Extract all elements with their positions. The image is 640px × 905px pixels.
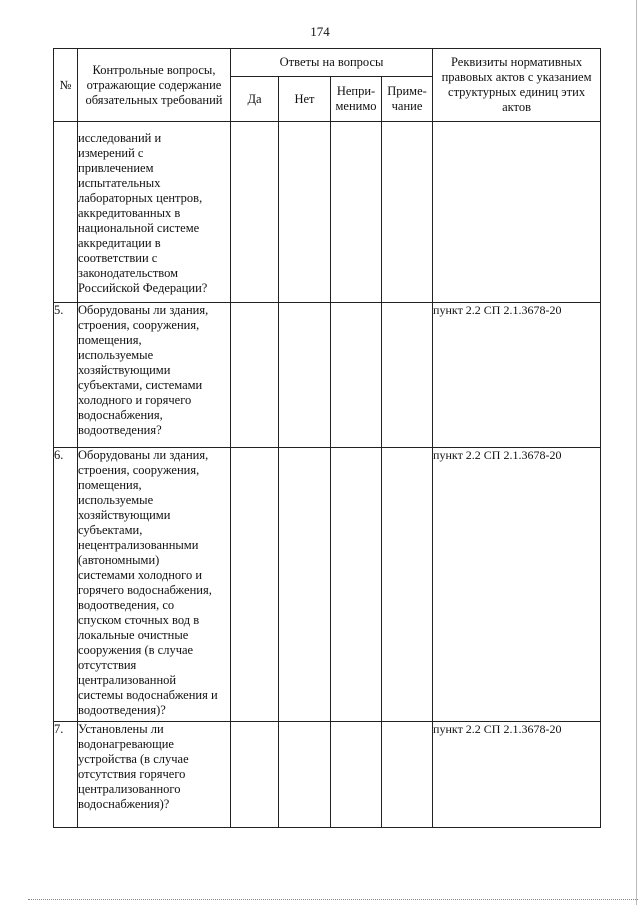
- answer-not-applicable-cell[interactable]: [331, 122, 382, 303]
- answer-note-cell[interactable]: [382, 448, 433, 722]
- header-row: [54, 49, 601, 77]
- row-question: Установлены ли водонагревающие устройства (в случае отсутствия горячего централизованного водоснабжения)?: [78, 722, 231, 828]
- header-answer-not-applicable: Непри- менимо: [331, 77, 382, 122]
- answer-not-applicable-cell[interactable]: [331, 722, 382, 828]
- page-number: 174: [310, 24, 330, 39]
- row-question: Оборудованы ли здания, строения, сооружения, помещения, используемые хозяйствующими субъектами, системами холодного и горячего водоснабжения, водоотведения?: [78, 303, 231, 448]
- header-answer-note: Приме- чание: [382, 77, 433, 122]
- row-requisite: пункт 2.2 СП 2.1.3678-20: [433, 722, 601, 828]
- answer-no-cell[interactable]: [279, 722, 331, 828]
- answer-yes-cell[interactable]: [231, 122, 279, 303]
- answer-yes-cell[interactable]: [231, 448, 279, 722]
- table-row: [54, 722, 601, 828]
- table-row: [54, 122, 601, 303]
- header-requisites: Реквизиты нормативных правовых актов с указанием структурных единиц этих актов: [433, 49, 601, 122]
- checklist-table: [53, 48, 601, 828]
- answer-yes-cell[interactable]: [231, 722, 279, 828]
- header-answer-yes: Да: [231, 77, 279, 122]
- row-number: 6.: [54, 448, 78, 722]
- row-number: [54, 122, 78, 303]
- row-requisite: [433, 122, 601, 303]
- answer-no-cell[interactable]: [279, 448, 331, 722]
- row-requisite: пункт 2.2 СП 2.1.3678-20: [433, 448, 601, 722]
- header-number: №: [54, 49, 78, 122]
- header-question: Контрольные вопросы, отражающие содержание обязательных требований: [78, 49, 231, 122]
- header-answer-no: Нет: [279, 77, 331, 122]
- answer-note-cell[interactable]: [382, 722, 433, 828]
- header-answers-group: Ответы на вопросы: [231, 49, 433, 77]
- row-number: 5.: [54, 303, 78, 448]
- table-row: [54, 303, 601, 448]
- row-question: Оборудованы ли здания, строения, сооружения, помещения, используемые хозяйствующими субъектами, нецентрализованными (автономными) системами холодного и горячего водоснабжения, водоотведения, со спуском сточных вод в локальные очистные сооружения (в случае отсутствия централизованной системы водоснабжения и водоотведения)?: [78, 448, 231, 722]
- scan-right-edge: [636, 0, 637, 905]
- answer-note-cell[interactable]: [382, 122, 433, 303]
- row-requisite: пункт 2.2 СП 2.1.3678-20: [433, 303, 601, 448]
- answer-yes-cell[interactable]: [231, 303, 279, 448]
- answer-no-cell[interactable]: [279, 122, 331, 303]
- row-question: исследований и измерений с привлечением испытательных лабораторных центров, аккредитованных в национальной системе аккредитации в соответствии с законодательством Российской Федерации?: [78, 122, 231, 303]
- row-number: 7.: [54, 722, 78, 828]
- answer-not-applicable-cell[interactable]: [331, 303, 382, 448]
- answer-not-applicable-cell[interactable]: [331, 448, 382, 722]
- answer-no-cell[interactable]: [279, 303, 331, 448]
- table-row: [54, 448, 601, 722]
- answer-note-cell[interactable]: [382, 303, 433, 448]
- scan-bottom-edge: [28, 899, 638, 900]
